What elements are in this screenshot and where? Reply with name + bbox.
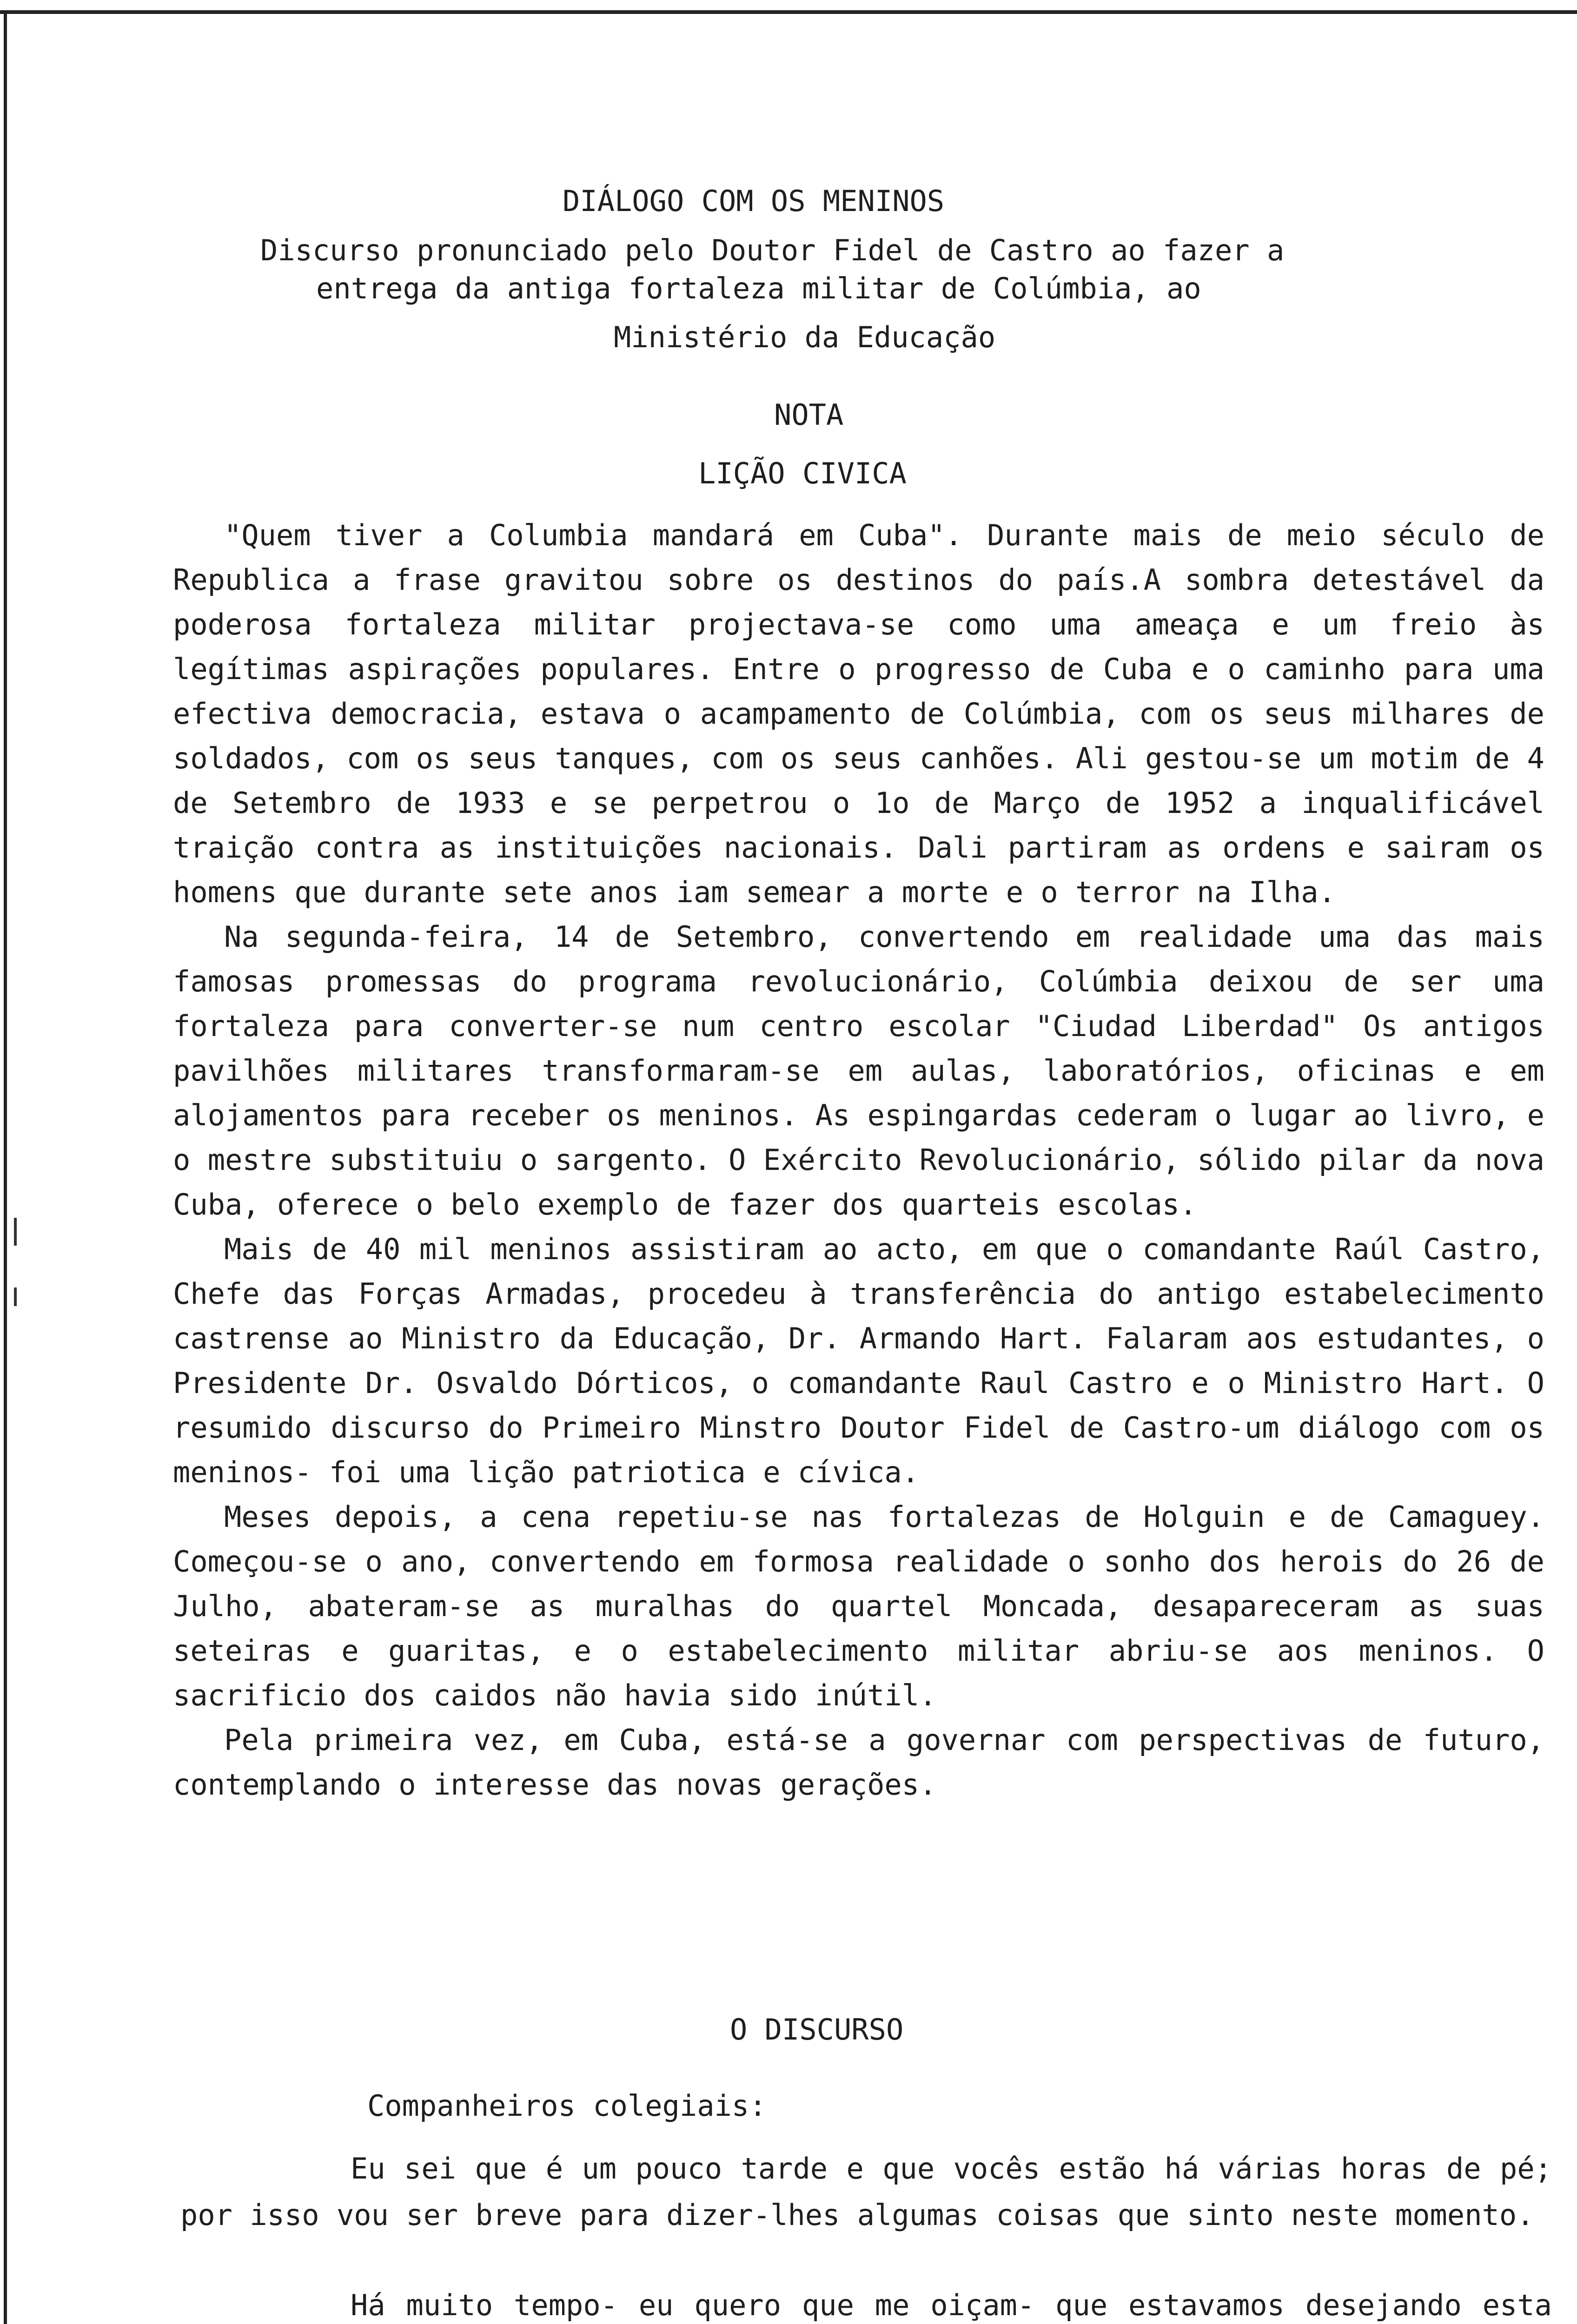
note-heading: NOTA xyxy=(774,398,844,432)
note-subheading: LIÇÃO CIVICA xyxy=(698,456,907,490)
margin-mark xyxy=(14,1218,17,1246)
document-title: DIÁLOGO COM OS MENINOS xyxy=(563,184,945,218)
subtitle-line: Ministério da Educação xyxy=(614,320,996,354)
note-paragraph: "Quem tiver a Columbia mandará em Cuba". Durante mais de meio século de Republica a frase gravitou sobre os destinos do país.A sombra detestável da poderosa fortaleza militar projectava-se como uma ameaça e um freio às legítimas aspirações populares. Entre o progresso de Cuba e o caminho para uma efectiva democracia, estava o acampamento de Colúmbia, com os seus milhares de soldados, com os seus tanques, com os seus canhões. Ali gestou-se um motim de 4 de Setembro de 1933 e se perpetrou o 1o de Março de 1952 a inqualificável traição contra as instituições nacionais. Dali partiram as ordens e sairam os homens que durante sete anos iam semear a morte e o terror na Ilha. xyxy=(173,518,1544,909)
note-paragraph: Na segunda-feira, 14 de Setembro, convertendo em realidade uma das mais famosas promessas do programa revolucionário, Colúmbia deixou de ser uma fortaleza para converter-se num centro escolar "Ciudad Liberdad" Os antigos pavilhões militares transformaram-se em aulas, laboratórios, oficinas e em alojamentos para receber os meninos. As espingardas cederam o lugar ao livro, e o mestre substituiu o sargento. O Exército Revolucionário, sólido pilar da nova Cuba, oferece o belo exemplo de fazer dos quarteis escolas. xyxy=(173,920,1544,1221)
note-paragraph: Mais de 40 mil meninos assistiram ao acto, em que o comandante Raúl Castro, Chefe das Forças Armadas, procedeu à transferência do antigo estabelecimento castrense ao Ministro da Educação, Dr. Armando Hart. Falaram aos estudantes, o Presidente Dr. Osvaldo Dórticos, o comandante Raul Castro e o Ministro Hart. O resumido discurso do Primeiro Minstro Doutor Fidel de Castro-um diálogo com os meninos- foi uma lição patriotica e cívica. xyxy=(173,1232,1544,1489)
left-border-line xyxy=(4,10,7,2324)
subtitle-line: Discurso pronunciado pelo Doutor Fidel de Castro ao fazer a xyxy=(260,233,1285,267)
speech-body xyxy=(180,2282,1552,2324)
speech-heading: O DISCURSO xyxy=(730,2013,904,2047)
note-paragraph: Meses depois, a cena repetiu-se nas fortalezas de Holguin e de Camaguey. Começou-se o ano, convertendo em formosa realidade o sonho dos herois do 26 de Julho, abateram-se as muralhas do quartel Moncada, desapareceram as suas seteiras e guaritas, e o estabelecimento militar abriu-se aos meninos. O sacrificio dos caidos não havia sido inútil. xyxy=(173,1500,1544,1712)
subtitle-line: entrega da antiga fortaleza militar de Colúmbia, ao xyxy=(316,271,1201,305)
speech-paragraph: Eu sei que é um pouco tarde e que vocês estão há várias horas de pé; por isso vou ser breve para dizer-lhes algumas coisas que sinto neste momento. xyxy=(180,2152,1552,2232)
speech-paragraph: Há muito tempo- eu quero que me oiçam- que estavamos desejando esta xyxy=(351,2288,1552,2322)
margin-mark xyxy=(14,1287,17,1306)
top-border-line xyxy=(0,10,1577,14)
note-body xyxy=(173,513,1544,1807)
speech-salutation: Companheiros colegiais: xyxy=(367,2089,767,2123)
note-paragraph: Pela primeira vez, em Cuba, está-se a governar com perspectivas de futuro, contemplando o interesse das novas gerações. xyxy=(173,1723,1544,1802)
speech-body xyxy=(180,2146,1552,2238)
